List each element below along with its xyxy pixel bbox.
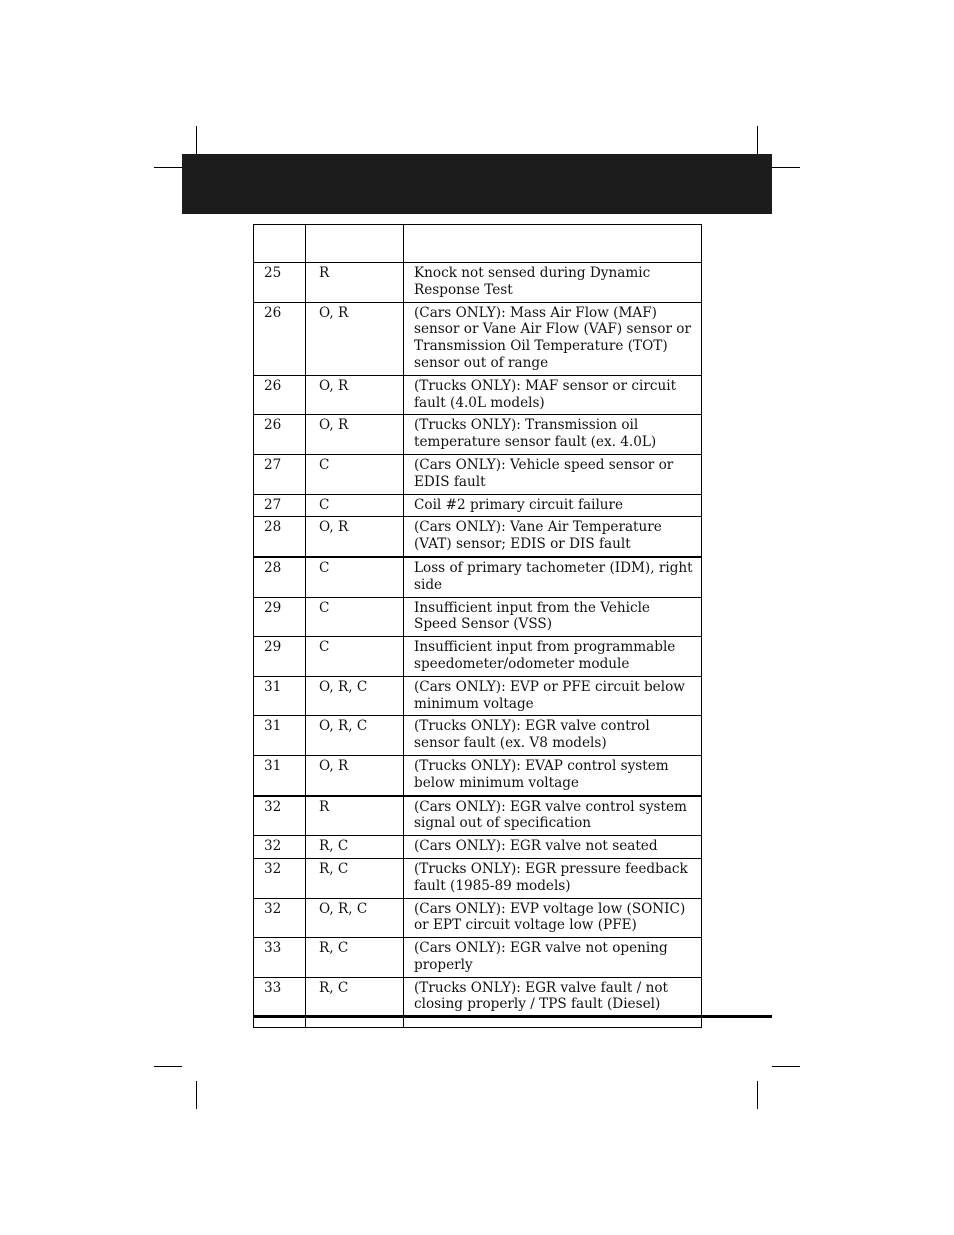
code-cell: 31 [254, 676, 306, 716]
mode-cell: R, C [306, 836, 404, 859]
mode-cell: O, R, C [306, 676, 404, 716]
description-cell: (Trucks ONLY): EGR pressure feedback fault (1985-89 models) [404, 858, 702, 898]
table-row [254, 716, 702, 756]
description-cell: Insufficient input from programmable speedometer/odometer module [404, 637, 702, 677]
code-cell: 27 [254, 494, 306, 517]
mode-cell: C [306, 494, 404, 517]
crop-mark-top-right-vertical [757, 126, 758, 154]
code-cell: 28 [254, 557, 306, 597]
description-cell: Coil #2 primary circuit failure [404, 494, 702, 517]
table-header-row [254, 225, 702, 263]
code-cell: 32 [254, 836, 306, 859]
description-cell: (Trucks ONLY): MAF sensor or circuit fault (4.0L models) [404, 375, 702, 415]
code-cell: 26 [254, 375, 306, 415]
mode-cell: O, R, C [306, 898, 404, 938]
table-row [254, 977, 702, 1028]
mode-cell: O, R [306, 375, 404, 415]
table-row [254, 755, 702, 795]
mode-cell: C [306, 637, 404, 677]
description-cell: (Trucks ONLY): EVAP control system below minimum voltage [404, 755, 702, 795]
table-row [254, 796, 702, 836]
code-cell: 26 [254, 415, 306, 455]
table-row [254, 597, 702, 637]
code-cell: 32 [254, 796, 306, 836]
description-cell: (Trucks ONLY): EGR valve control sensor fault (ex. V8 models) [404, 716, 702, 756]
mode-cell: C [306, 557, 404, 597]
code-cell: 25 [254, 263, 306, 303]
description-cell: (Cars ONLY): EVP voltage low (SONIC) or EPT circuit voltage low (PFE) [404, 898, 702, 938]
mode-cell: C [306, 454, 404, 494]
description-cell: (Trucks ONLY): EGR valve fault / not closing properly / TPS fault (Diesel) [404, 977, 702, 1028]
mode-cell: O, R [306, 415, 404, 455]
code-cell: 32 [254, 858, 306, 898]
table-row [254, 637, 702, 677]
mode-cell: C [306, 597, 404, 637]
table-row [254, 836, 702, 859]
code-cell: 26 [254, 302, 306, 375]
table-row [254, 375, 702, 415]
code-cell: 28 [254, 517, 306, 557]
code-cell: 32 [254, 898, 306, 938]
table-row [254, 415, 702, 455]
description-cell: (Cars ONLY): EGR valve not opening properly [404, 938, 702, 978]
table-row [254, 557, 702, 597]
crop-mark-top-left-vertical [196, 126, 197, 154]
crop-mark-bottom-left-horizontal [154, 1066, 182, 1067]
description-cell: (Cars ONLY): EVP or PFE circuit below minimum voltage [404, 676, 702, 716]
table-row [254, 454, 702, 494]
code-cell: 33 [254, 938, 306, 978]
table-row [254, 263, 702, 303]
table-row [254, 494, 702, 517]
code-cell: 29 [254, 637, 306, 677]
description-cell: Insufficient input from the Vehicle Speed Sensor (VSS) [404, 597, 702, 637]
description-cell: (Cars ONLY): Vehicle speed sensor or EDIS fault [404, 454, 702, 494]
table-row [254, 898, 702, 938]
mode-cell: O, R, C [306, 716, 404, 756]
table-row [254, 302, 702, 375]
table-row [254, 938, 702, 978]
crop-mark-bottom-right-horizontal [772, 1066, 800, 1067]
code-cell: 33 [254, 977, 306, 1028]
table-row [254, 858, 702, 898]
description-cell: (Cars ONLY): Mass Air Flow (MAF) sensor or Vane Air Flow (VAF) sensor or Transmission Oil Temperature (TOT) sensor out of range [404, 302, 702, 375]
mode-cell: R, C [306, 858, 404, 898]
description-cell: (Trucks ONLY): Transmission oil temperature sensor fault (ex. 4.0L) [404, 415, 702, 455]
header-bar [182, 154, 772, 214]
column-header-code [254, 225, 306, 263]
mode-cell: R [306, 796, 404, 836]
description-cell: Loss of primary tachometer (IDM), right side [404, 557, 702, 597]
mode-cell: O, R [306, 755, 404, 795]
mode-cell: R [306, 263, 404, 303]
column-header-mode [306, 225, 404, 263]
crop-mark-top-right-horizontal [772, 167, 800, 168]
mode-cell: O, R [306, 302, 404, 375]
mode-cell: O, R [306, 517, 404, 557]
code-cell: 29 [254, 597, 306, 637]
crop-mark-bottom-right-vertical [757, 1081, 758, 1109]
trouble-code-table [253, 224, 702, 1028]
column-header-description [404, 225, 702, 263]
table-row [254, 517, 702, 557]
crop-mark-top-left-horizontal [154, 167, 182, 168]
bottom-rule [253, 1015, 772, 1018]
description-cell: (Cars ONLY): Vane Air Temperature (VAT) sensor; EDIS or DIS fault [404, 517, 702, 557]
code-cell: 31 [254, 716, 306, 756]
description-cell: (Cars ONLY): EGR valve not seated [404, 836, 702, 859]
mode-cell: R, C [306, 938, 404, 978]
code-cell: 27 [254, 454, 306, 494]
mode-cell: R, C [306, 977, 404, 1028]
description-cell: (Cars ONLY): EGR valve control system signal out of specification [404, 796, 702, 836]
table-row [254, 676, 702, 716]
code-cell: 31 [254, 755, 306, 795]
description-cell: Knock not sensed during Dynamic Response Test [404, 263, 702, 303]
crop-mark-bottom-left-vertical [196, 1081, 197, 1109]
